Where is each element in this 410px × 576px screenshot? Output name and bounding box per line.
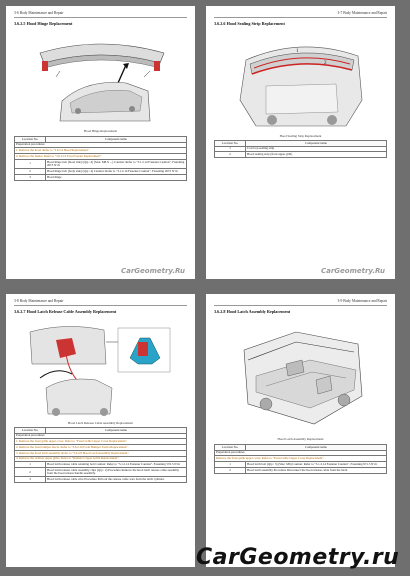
component-table xyxy=(14,136,187,181)
col-location: Location No. xyxy=(215,445,246,451)
manual-page-hood-latch-assembly xyxy=(206,294,395,567)
section-title: 3.6.2.7 Hood Latch Release Cable Assembly Replacement xyxy=(14,309,117,314)
row-no: 1 xyxy=(215,462,246,468)
row-text: Hood hinge bolt (hood side) (Qty.: 4) (Size: M8 X ...) Caution: Refer to "3.1.2.14 Fastener Caution". Fastening 26±5 N·m xyxy=(45,159,186,168)
row-text: Cowl top sealing strip xyxy=(245,146,386,152)
row-no: 2 xyxy=(215,152,246,158)
prep-step: 2. Remove the front bumper fascia. Refer to "3.6.2.10 Front Bumper Fascia Replacement". xyxy=(15,445,187,451)
prep-step: Remove the front grille upper cover. Refer to "Front Grille Upper Cover Replacement". xyxy=(215,456,387,462)
col-location: Location No. xyxy=(15,428,46,434)
col-location: Location No. xyxy=(15,137,46,143)
col-component: Component name xyxy=(45,137,186,143)
prep-step: 1. Remove the hood. Refer to "3.6.2.4 Hood Replacement". xyxy=(15,148,187,154)
component-table xyxy=(214,444,387,474)
section-title: 3.6.2.5 Hood Hinge Replacement xyxy=(14,21,73,26)
prep-label: Preparation procedures xyxy=(15,142,187,148)
prep-label: Preparation procedures xyxy=(215,450,387,456)
watermark: CarGeometry.Ru xyxy=(120,267,185,275)
header-text: 3-9 Body Maintenance and Repair xyxy=(337,299,387,303)
row-no: 3 xyxy=(15,477,46,483)
row-text: Hood latch release cable wire Procedure Pull out the release cable wire from the latch cylinder. xyxy=(45,477,186,483)
page-header xyxy=(214,11,387,18)
manual-page-hood-latch-cable xyxy=(6,294,195,567)
component-table xyxy=(214,140,387,158)
component-table xyxy=(14,427,187,483)
col-component: Component name xyxy=(245,445,386,451)
manual-page-hood-sealing-strip xyxy=(206,6,395,279)
row-text: Hood latch assembly Procedure Disconnect the hood release cable from the latch. xyxy=(245,467,386,473)
prep-step: 2. Remove the fender. Refer to "3.6.2.16 Front Fender Replacement". xyxy=(15,154,187,160)
latch-assembly-diagram xyxy=(226,320,376,430)
row-text: Hood latch release cable assembly clips (Qty.: 2) Procedure Remove the hood latch release cable assembly from the hood release handle assembly. xyxy=(45,468,186,477)
row-text: Hood latch bolt (Qty.: 3) (Size: M6) Caution: Refer to "3.1.2.14 Fastener Caution". Fastening 9±1.5 N·m xyxy=(245,462,386,468)
row-text: Hood hinge bolt (body side) (Qty.: 4) Caution: Refer to "3.1.2.14 Fastener Caution". Fastening 26±5 N·m xyxy=(45,169,186,175)
row-no: 2 xyxy=(15,169,46,175)
latch-cable-diagram xyxy=(26,318,176,418)
prep-step: 4. Remove the radiator upper grille. Refer to "Radiator Upper Grille Replacement". xyxy=(15,456,187,462)
row-text: Hood latch release cable retaining bolt Caution: Refer to "3.1.2.14 Fastener Caution". Fastening 5±0.5 N·m xyxy=(45,462,186,468)
section-title: 3.6.2.6 Hood Sealing Strip Replacement xyxy=(214,21,285,26)
page-header xyxy=(214,299,387,306)
page-header xyxy=(14,11,187,18)
svg-text:1: 1 xyxy=(296,49,299,54)
row-text: Hood sealing strip (front upper grill) xyxy=(245,152,386,158)
page-header xyxy=(14,299,187,306)
figure-caption: Hood Latch Assembly Replacement xyxy=(277,437,324,441)
prep-label: Preparation procedures xyxy=(15,433,187,439)
col-component: Component name xyxy=(245,141,386,147)
figure-caption: Hood Latch Release Cable Assembly Replacement xyxy=(68,421,133,425)
watermark: CarGeometry.Ru xyxy=(320,267,385,275)
header-text: 3-8 Body Maintenance and Repair xyxy=(14,299,64,303)
row-no: 1 xyxy=(215,146,246,152)
figure-caption: Hood Hinge Replacement xyxy=(83,129,118,133)
manual-page-hood-hinge xyxy=(6,6,195,279)
row-no: 1 xyxy=(15,462,46,468)
sealing-strip-diagram xyxy=(226,30,376,130)
col-location: Location No. xyxy=(215,141,246,147)
prep-step: 3. Remove the hood latch assembly. Refer to "3.6.2.8 Hood Latch Assembly Replacement". xyxy=(15,450,187,456)
svg-text:2: 2 xyxy=(324,61,327,66)
row-no: 3 xyxy=(15,174,46,180)
col-component: Component name xyxy=(45,428,186,434)
site-watermark: CarGeometry.ru xyxy=(196,545,400,570)
row-no: 1 xyxy=(15,159,46,168)
section-title: 3.6.2.8 Hood Latch Assembly Replacement xyxy=(214,309,291,314)
hood-hinge-diagram xyxy=(26,31,176,126)
header-text: 3-6 Body Maintenance and Repair xyxy=(14,11,64,15)
prep-step: 1. Remove the front grille upper cover. Refer to "Front Grille Upper Cover Replacement". xyxy=(15,439,187,445)
figure-caption: Hood Sealing Strip Replacement xyxy=(279,134,322,138)
row-no: 2 xyxy=(15,468,46,477)
row-text: Hood hinge xyxy=(45,174,186,180)
row-no: 2 xyxy=(215,467,246,473)
header-text: 3-7 Body Maintenance and Repair xyxy=(337,11,387,15)
